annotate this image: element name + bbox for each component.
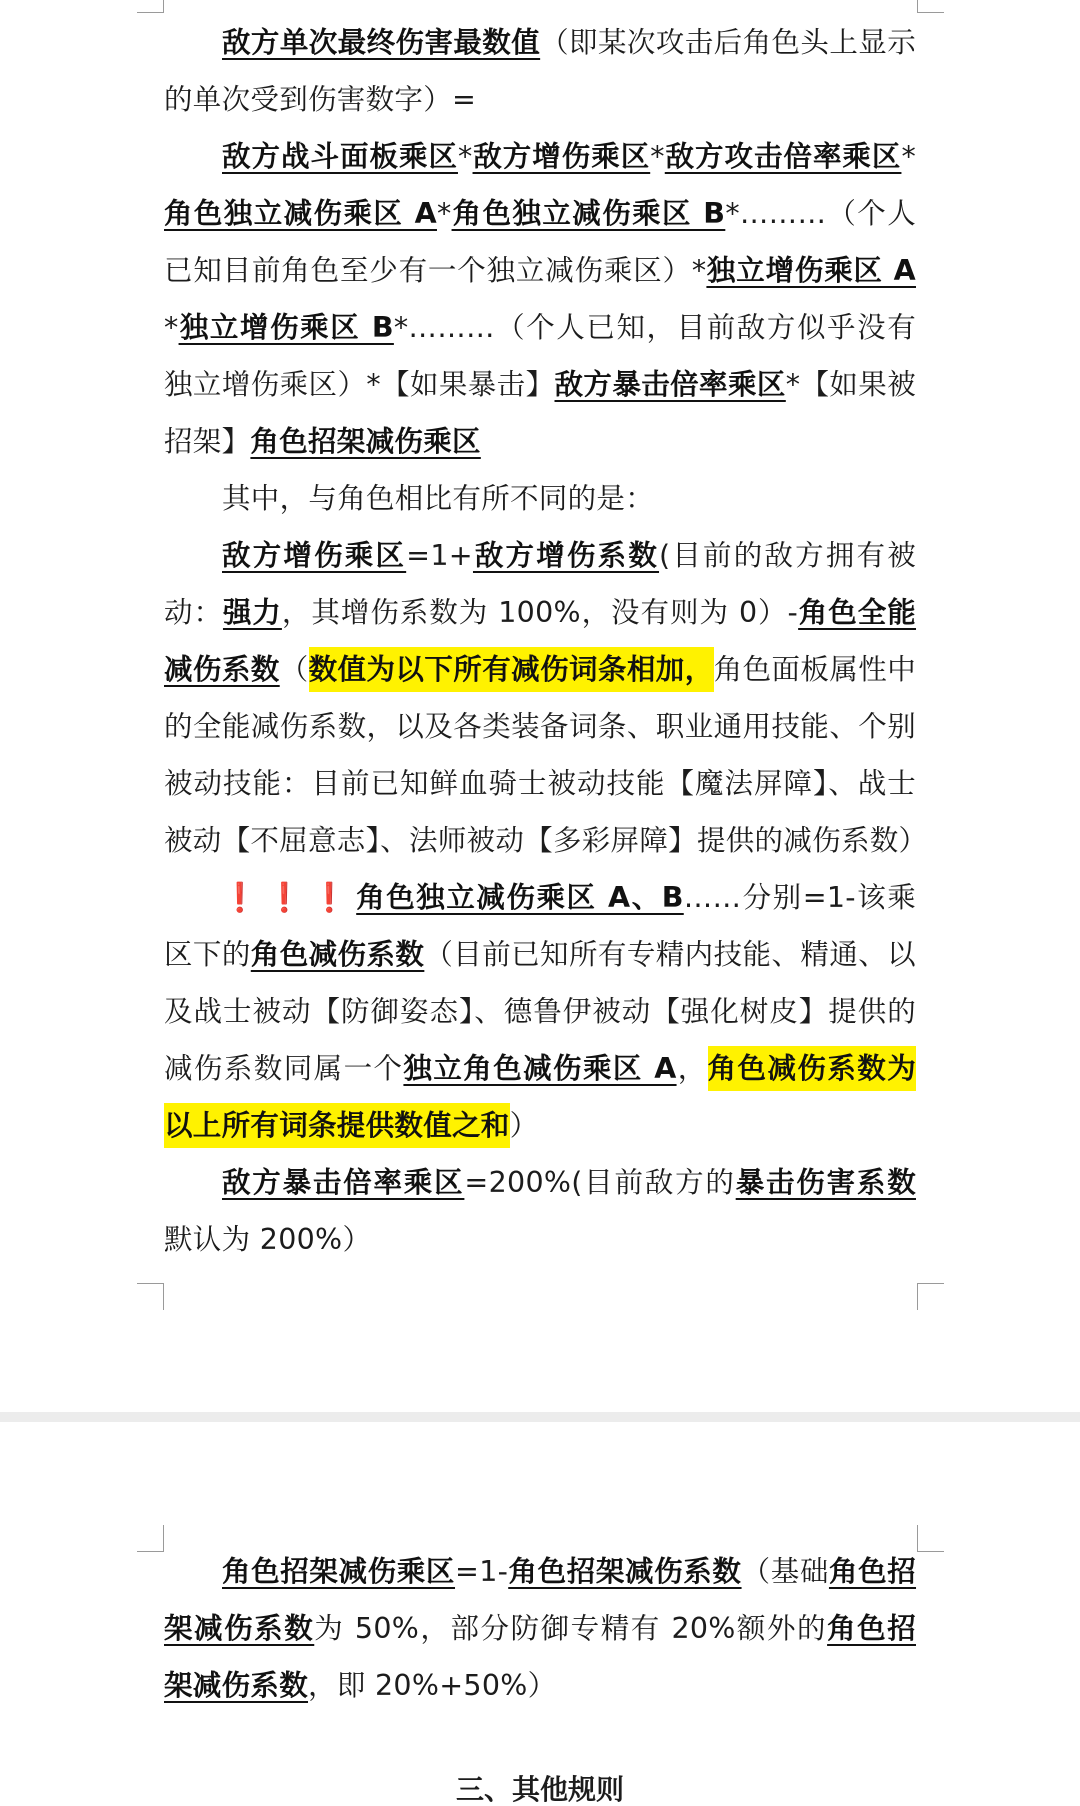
body-text: ，其增伤系数为 100%，没有则为 0）-: [281, 596, 799, 629]
para-crit: [164, 1154, 916, 1268]
term-label: 敌方增伤乘区: [472, 140, 651, 173]
cut-off-heading: 三、其他规则: [455, 1773, 624, 1806]
body-text: ，即 20%+50%）: [308, 1669, 557, 1702]
body-text: *: [457, 140, 473, 173]
body-text: ，: [676, 1052, 708, 1085]
body-text: 为 50%，部分防御专精有 20%额外的: [314, 1612, 828, 1645]
body-text: =1+: [406, 539, 473, 572]
body-text: （基础: [741, 1555, 829, 1588]
body-text: ……分别=1-该乘区下的: [164, 881, 916, 971]
term-label: 强力: [222, 596, 282, 629]
term-label: 敌方增伤乘区: [222, 539, 407, 572]
term-label: 敌方暴击倍率乘区: [554, 368, 786, 401]
body-text: *………（个人已知目前角色至少有一个独立减伤乘区）*: [164, 197, 916, 287]
term-label: 敌方战斗面板乘区: [222, 140, 458, 173]
term-label: 角色独立减伤乘区 A: [164, 197, 437, 230]
warning-marks: ❗❗❗: [222, 881, 357, 914]
para-formula: [164, 128, 916, 470]
term-label: 角色招架减伤乘区: [222, 1555, 456, 1588]
para-independent-reduction: [164, 869, 916, 1154]
body-text: 角色面板属性中的全能减伤系数，以及各类装备词条、职业通用技能、个别被动技能：目前已知鲜血骑士被动技能【魔法屏障】、战士被动【不屈意志】、法师被动【多彩屏障】提供的减伤系数）: [164, 653, 928, 857]
body-text: *【如果被招架】: [164, 368, 916, 458]
term-label: 敌方单次最终伤害最数值: [222, 26, 541, 59]
page-2-body: [164, 1543, 916, 1714]
page-corner-mark: [917, 0, 944, 13]
term-label: 独立增伤乘区 A: [706, 254, 916, 287]
term-label: 角色独立减伤乘区 B: [451, 197, 726, 230]
body-text: 其中，与角色相比有所不同的是：: [222, 482, 655, 515]
term-label: 暴击伤害系数: [735, 1166, 916, 1199]
term-label: 独立角色减伤乘区 A: [403, 1052, 677, 1085]
body-text: *: [436, 197, 452, 230]
page-corner-mark: [137, 1525, 164, 1552]
term-label: 独立增伤乘区 B: [178, 311, 394, 344]
body-text: *: [164, 311, 179, 344]
page-1-body: [164, 14, 928, 1268]
term-label: 敌方增伤系数: [472, 539, 660, 572]
body-text: （目前已知所有专精内技能、精通、以及战士被动【防御姿态】、德鲁伊被动【强化树皮】提供的减伤系数同属一个: [164, 938, 916, 1085]
body-text: *………（个人已知，目前敌方似乎没有独立增伤乘区）*【如果暴击】: [164, 311, 916, 401]
body-text: （: [279, 653, 309, 686]
highlighted-text: 数值为以下所有减伤词条相加，: [309, 647, 714, 692]
term-label: 角色招架减伤系数: [508, 1555, 742, 1588]
body-text: =1-: [455, 1555, 509, 1588]
body-text: （即某次攻击后角色头上显示的单次受到伤害数字）=: [164, 26, 916, 116]
term-label: 角色招架减伤系数: [164, 1555, 917, 1645]
term-label: 角色招架减伤乘区: [250, 425, 481, 458]
body-text: =200%(目前敌方的: [464, 1166, 736, 1199]
highlighted-text: 角色减伤系数为以上所有词条提供数值之和: [164, 1046, 916, 1148]
body-text: (目前的敌方拥有被动：: [164, 539, 916, 629]
term-label: 角色招架减伤系数: [164, 1612, 916, 1702]
body-text: *: [901, 140, 916, 173]
para-damage-bonus: [164, 527, 928, 869]
para-difference-intro: [164, 470, 916, 527]
page-corner-mark: [137, 1283, 164, 1310]
body-text: ）: [509, 1109, 539, 1142]
document-page-2: [0, 1422, 1080, 1806]
para-parry: [164, 1543, 916, 1714]
para-final-damage: [164, 14, 916, 128]
page-separator: [0, 1412, 1080, 1422]
body-text: *: [650, 140, 665, 173]
page-corner-mark: [917, 1283, 944, 1310]
body-text: 默认为 200%）: [164, 1223, 372, 1256]
term-label: 角色独立减伤乘区 A、B: [356, 881, 684, 914]
term-label: 角色全能减伤系数: [164, 596, 917, 686]
term-label: 敌方暴击倍率乘区: [222, 1166, 465, 1199]
page-corner-mark: [137, 0, 164, 13]
term-label: 敌方攻击倍率乘区: [664, 140, 902, 173]
page-corner-mark: [917, 1525, 944, 1552]
term-label: 角色减伤系数: [250, 938, 425, 971]
